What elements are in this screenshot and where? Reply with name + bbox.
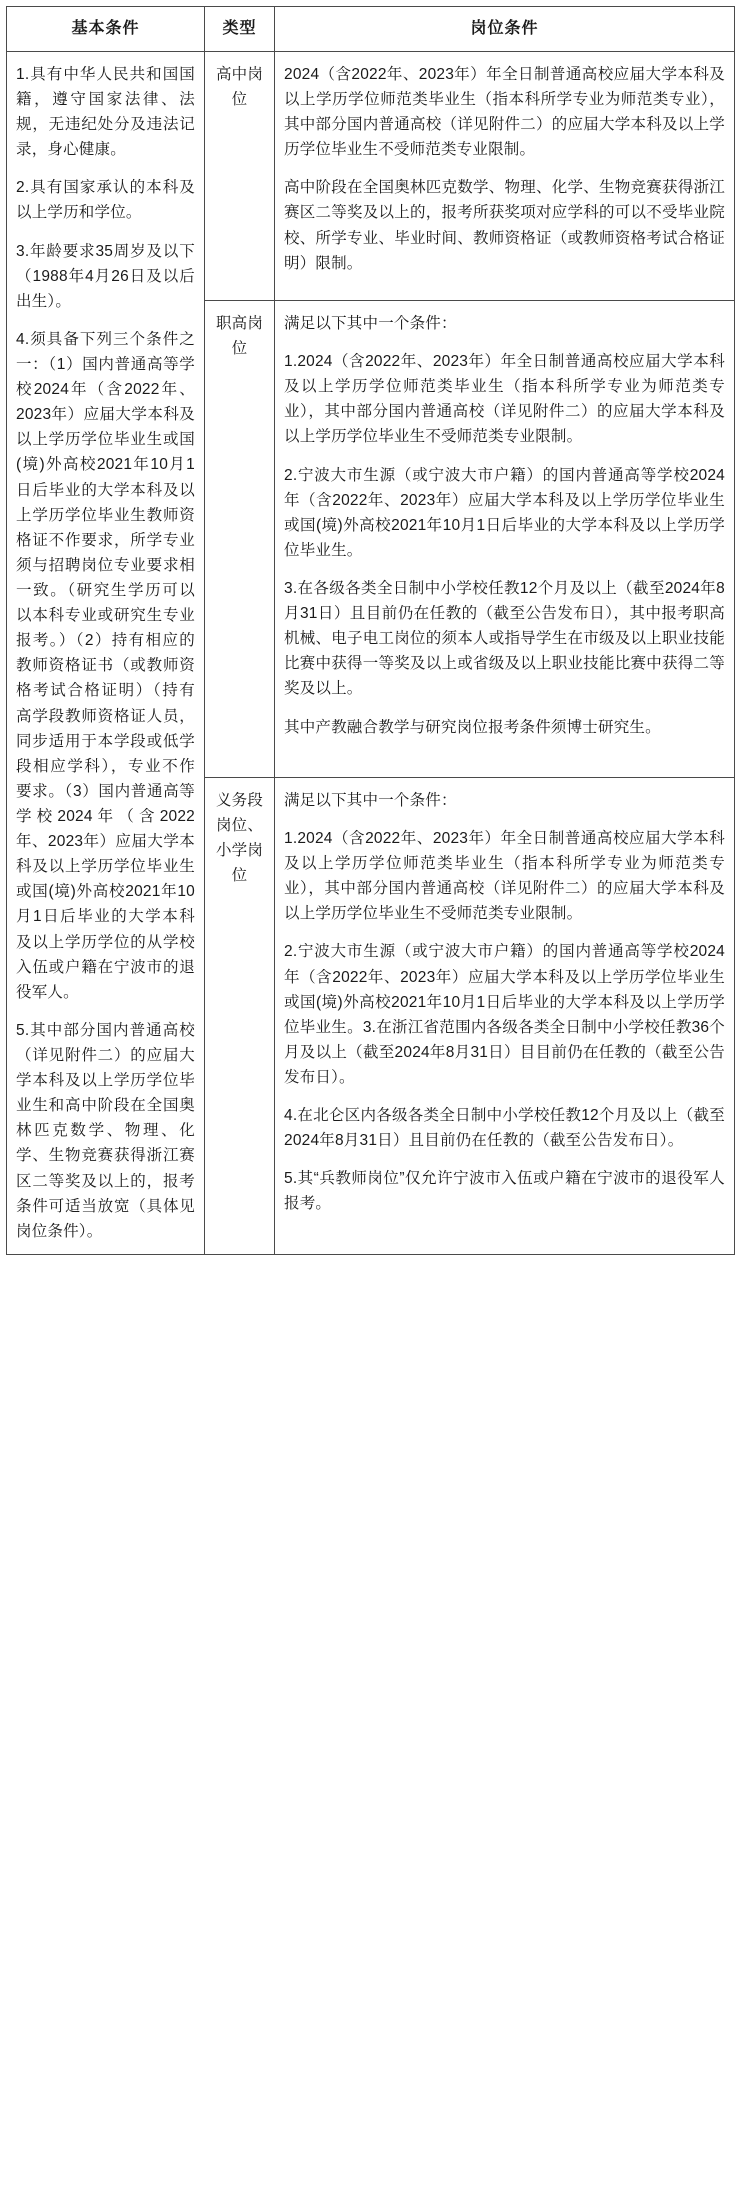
condition-item: 2024（含2022年、2023年）年全日制普通高校应届大学本科及以上学历学位师范类毕业生（指本科所学专业为师范类专业），其中部分国内普通高校（详见附件二）的应届大学本科及以上学历学位毕业生不受师范类专业限制。 [284,65,725,159]
condition-item: 1.2024（含2022年、2023年）年全日制普通高校应届大学本科及以上学历学位师范类毕业生（指本科所学专业为师范类专业），其中部分国内普通高校（详见附件二）的应届大学本科及以上学历学位毕业生不受师范类专业限制。 [284,830,725,923]
basic-condition-item: 3.年龄要求35周岁及以下（1988年4月26日及以后出生）。 [16,242,195,310]
post-conditions-senior-high [275,51,735,300]
post-conditions-vocational-high [275,301,735,778]
condition-item: 1.2024（含2022年、2023年）年全日制普通高校应届大学本科及以上学历学位师范类毕业生（指本科所学专业为师范类专业），其中部分国内普通高校（详见附件二）的应届大学本科及以上学历学位毕业生不受师范类专业限制。 [284,353,725,446]
column-header-post-conditions: 岗位条件 [275,7,735,52]
post-type-vocational-high: 职高岗位 [205,301,275,778]
condition-item: 2.宁波大市生源（或宁波大市户籍）的国内普通高等学校2024年（含2022年、2023年）应届大学本科及以上学历学位毕业生或国(境)外高校2021年10月1日后毕业的大学本科及以上学历学位毕业生。 [284,466,725,559]
column-header-basic-conditions: 基本条件 [7,7,205,52]
basic-condition-item: 4.须具备下列三个条件之一：（1）国内普通高等学校2024年（含2022年、2023年）应届大学本科及以上学历学位毕业生或国(境)外高校2021年10月1日后毕业的大学本科及以上学历学位毕业生教师资格证不作要求，所学专业须与招聘岗位专业要求相一致。（研究生学历可以以本科专业或研究生专业报考。）（2）持有相应的教师资格证书（或教师资格考试合格证明）（持有高学段教师资格证人员，同步适用于本学段或低学段相应学科），专业不作要求。（3）国内普通高等学校2024年（含2022年、2023年）应届大学本科及以上学历学位毕业生或国(境)外高校2021年10月1日后毕业的大学本科及以上学历学位的从学校入伍或户籍在宁波市的退役军人。 [16,330,195,1001]
basic-condition-item: 2.具有国家承认的本科及以上学历和学位。 [16,179,195,222]
condition-item: 3.在各级各类全日制中小学校任教12个月及以上（截至2024年8月31日）且目前仍在任教的（截至公告发布日），其中报考职高机械、电子电工岗位的须本人或指导学生在市级及以上职业技能比赛中获得一等奖及以上或省级及以上职业技能比赛中获得二等奖及以上。 [284,580,725,698]
post-conditions-compulsory-primary [275,777,735,1254]
basic-condition-item: 1.具有中华人民共和国国籍，遵守国家法律、法规，无违纪处分及违法记录，身心健康。 [16,65,195,159]
table-header-row [7,7,735,52]
table-row [7,51,735,300]
post-type-compulsory-primary: 义务段岗位、小学岗位 [205,777,275,1254]
column-header-type: 类型 [205,7,275,52]
basic-conditions-cell [7,51,205,1254]
condition-item: 其中产教融合教学与研究岗位报考条件须博士研究生。 [284,718,661,736]
condition-item: 2.宁波大市生源（或宁波大市户籍）的国内普通高等学校2024年（含2022年、2023年）应届大学本科及以上学历学位毕业生或国(境)外高校2021年10月1日后毕业的大学本科及以上学历学位毕业生。3.在浙江省范围内各级各类全日制中小学校任教36个月及以上（截至2024年8月31日）目目前仍在任教的（截至公告发布日）。 [284,943,725,1086]
condition-item: 满足以下其中一个条件： [284,315,457,333]
condition-item: 4.在北仑区内各级各类全日制中小学校任教12个月及以上（截至2024年8月31日）且目前仍在任教的（截至公告发布日）。 [284,1107,725,1150]
condition-item: 满足以下其中一个条件： [284,791,457,809]
basic-condition-item: 5.其中部分国内普通高校（详见附件二）的应届大学本科及以上学历学位毕业生和高中阶段在全国奥林匹克数学、物理、化学、生物竞赛获得浙江赛区二等奖及以上的，报考条件可适当放宽（具体见岗位条件）。 [16,1021,195,1240]
condition-item: 高中阶段在全国奥林匹克数学、物理、化学、生物竞赛获得浙江赛区二等奖及以上的，报考所获奖项对应学科的可以不受毕业院校、所学专业、毕业时间、教师资格证（或教师资格考试合格证明）限制。 [284,179,725,272]
requirements-table [6,6,735,1255]
condition-item: 5.其“兵教师岗位”仅允许宁波市入伍或户籍在宁波市的退役军人报考。 [284,1170,725,1213]
post-type-senior-high: 高中岗位 [205,51,275,300]
